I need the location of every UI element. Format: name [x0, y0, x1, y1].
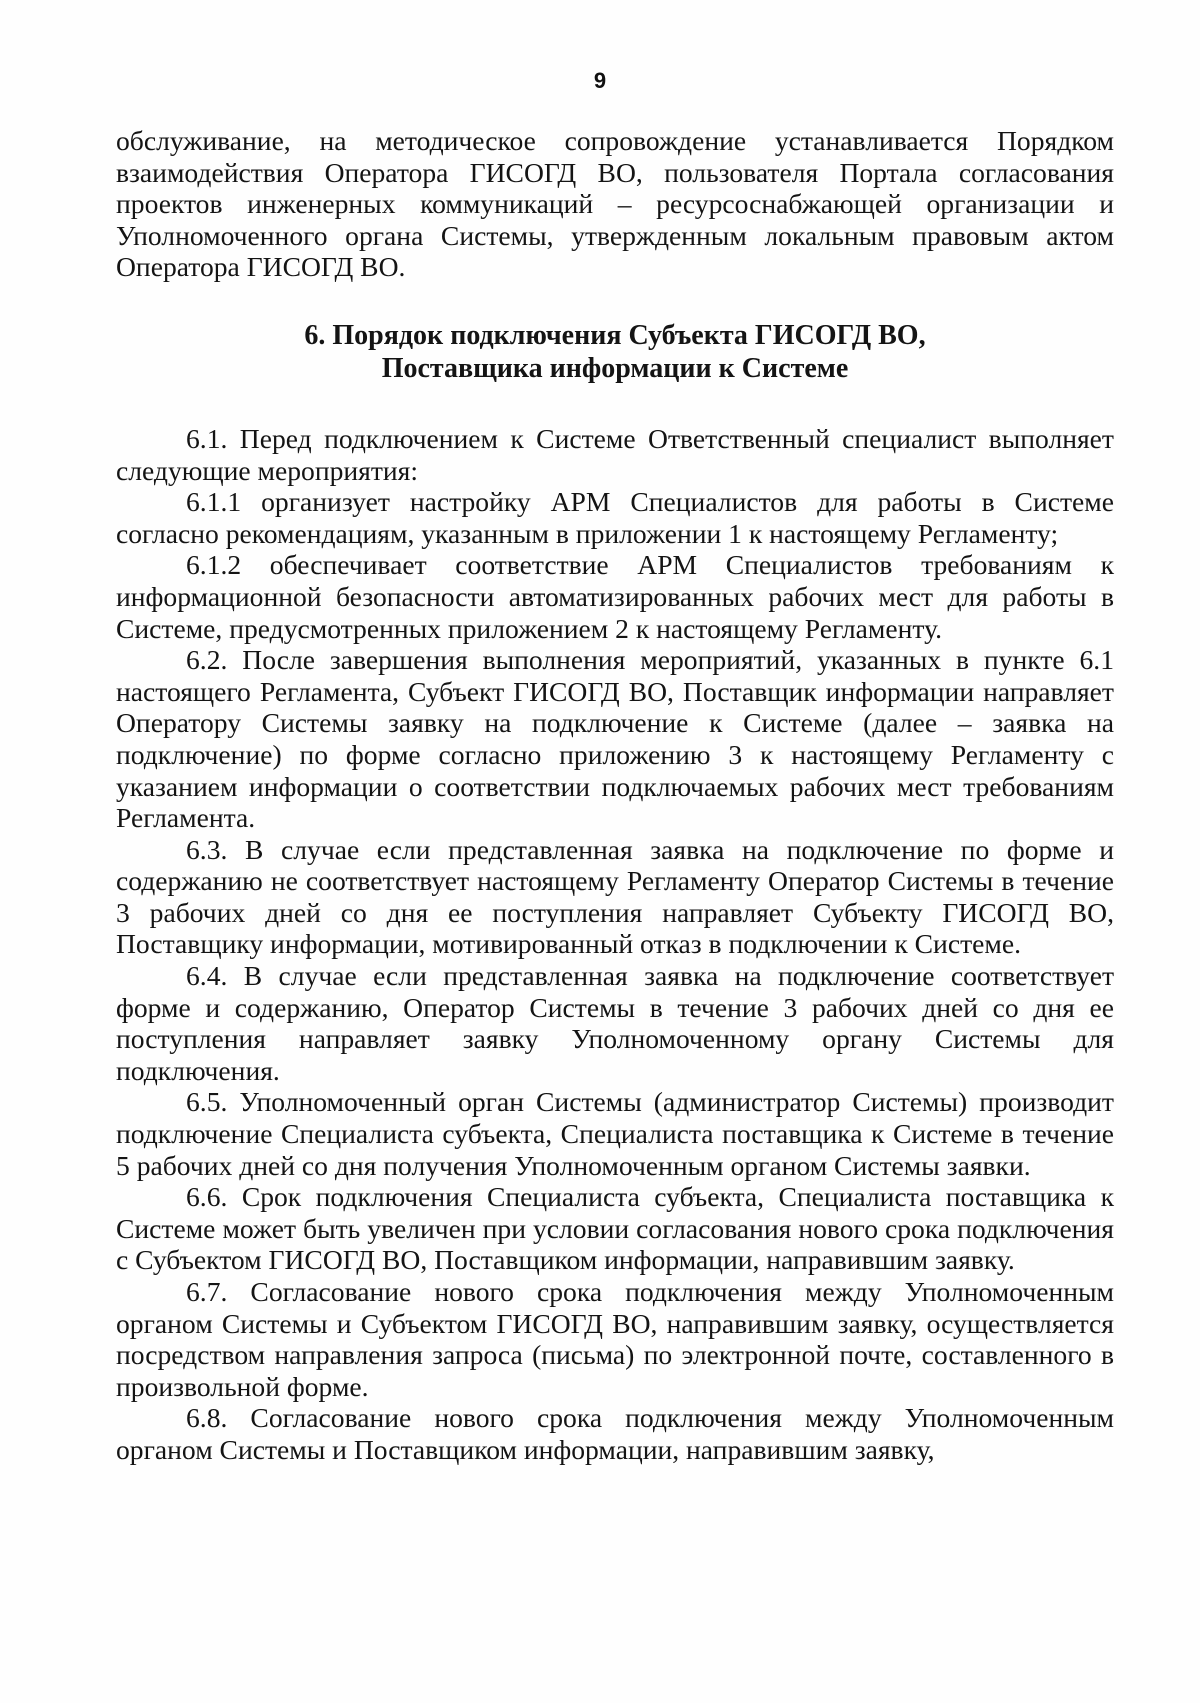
- intro-paragraph: обслуживание, на методическое сопровождение устанавливается Порядком взаимодействия Оператора ГИСОГД ВО, пользователя Портала согласования проектов инженерных коммуникаций – ресурсоснабжающей организации и Уполномоченного органа Системы, утвержденным локальным правовым актом Оператора ГИСОГД ВО.: [116, 125, 1114, 283]
- paragraph-6-5: 6.5. Уполномоченный орган Системы (администратор Системы) производит подключение Специалиста субъекта, Специалиста поставщика к Системе в течение 5 рабочих дней со дня получения Уполномоченным органом Системы заявки.: [116, 1086, 1114, 1181]
- section-title-line-1: 6. Порядок подключения Субъекта ГИСОГД ВО,: [304, 319, 926, 351]
- paragraph-6-6: 6.6. Срок подключения Специалиста субъекта, Специалиста поставщика к Системе может быть увеличен при условии согласования нового срока подключения с Субъектом ГИСОГД ВО, Поставщиком информации, направившим заявку.: [116, 1181, 1114, 1276]
- document-body: [116, 125, 1114, 1466]
- paragraph-6-4: 6.4. В случае если представленная заявка на подключение соответствует форме и содержанию, Оператор Системы в течение 3 рабочих дней со дня ее поступления направляет заявку Уполномоченному органу Системы для подключения.: [116, 960, 1114, 1086]
- paragraph-6-3: 6.3. В случае если представленная заявка на подключение по форме и содержанию не соответствует настоящему Регламенту Оператор Системы в течение 3 рабочих дней со дня ее поступления направляет Субъекту ГИСОГД ВО, Поставщику информации, мотивированный отказ в подключении к Системе.: [116, 833, 1114, 960]
- paragraph-6-7: 6.7. Согласование нового срока подключения между Уполномоченным органом Системы и Субъектом ГИСОГД ВО, направившим заявку, осуществляется посредством направления запроса (письма) по электронной почте, составленного в произвольной форме.: [116, 1276, 1114, 1402]
- paragraph-6-1: 6.1. Перед подключением к Системе Ответственный специалист выполняет следующие мероприятия:: [116, 422, 1114, 486]
- section-title-line-2: Поставщика информации к Системе: [381, 352, 849, 384]
- page-number: 9: [593, 68, 607, 93]
- paragraph-6-1-2: 6.1.2 обеспечивает соответствие АРМ Специалистов требованиям к информационной безопасности автоматизированных рабочих мест для работы в Системе, предусмотренных приложением 2 к настоящему Регламенту.: [116, 549, 1114, 644]
- paragraph-6-1-1: 6.1.1 организует настройку АРМ Специалистов для работы в Системе согласно рекомендациям, указанным в приложении 1 к настоящему Регламенту;: [116, 486, 1114, 549]
- paragraph-6-2: 6.2. После завершения выполнения мероприятий, указанных в пункте 6.1 настоящего Регламента, Субъект ГИСОГД ВО, Поставщик информации направляет Оператору Системы заявку на подключение к Системе (далее – заявка на подключение) по форме согласно приложению 3 к настоящему Регламенту с указанием информации о соответствии подключаемых рабочих мест требованиям Регламента.: [116, 644, 1114, 834]
- paragraph-6-8: 6.8. Согласование нового срока подключения между Уполномоченным органом Системы и Поставщиком информации, направившим заявку,: [116, 1402, 1114, 1465]
- section-heading: [116, 319, 1114, 385]
